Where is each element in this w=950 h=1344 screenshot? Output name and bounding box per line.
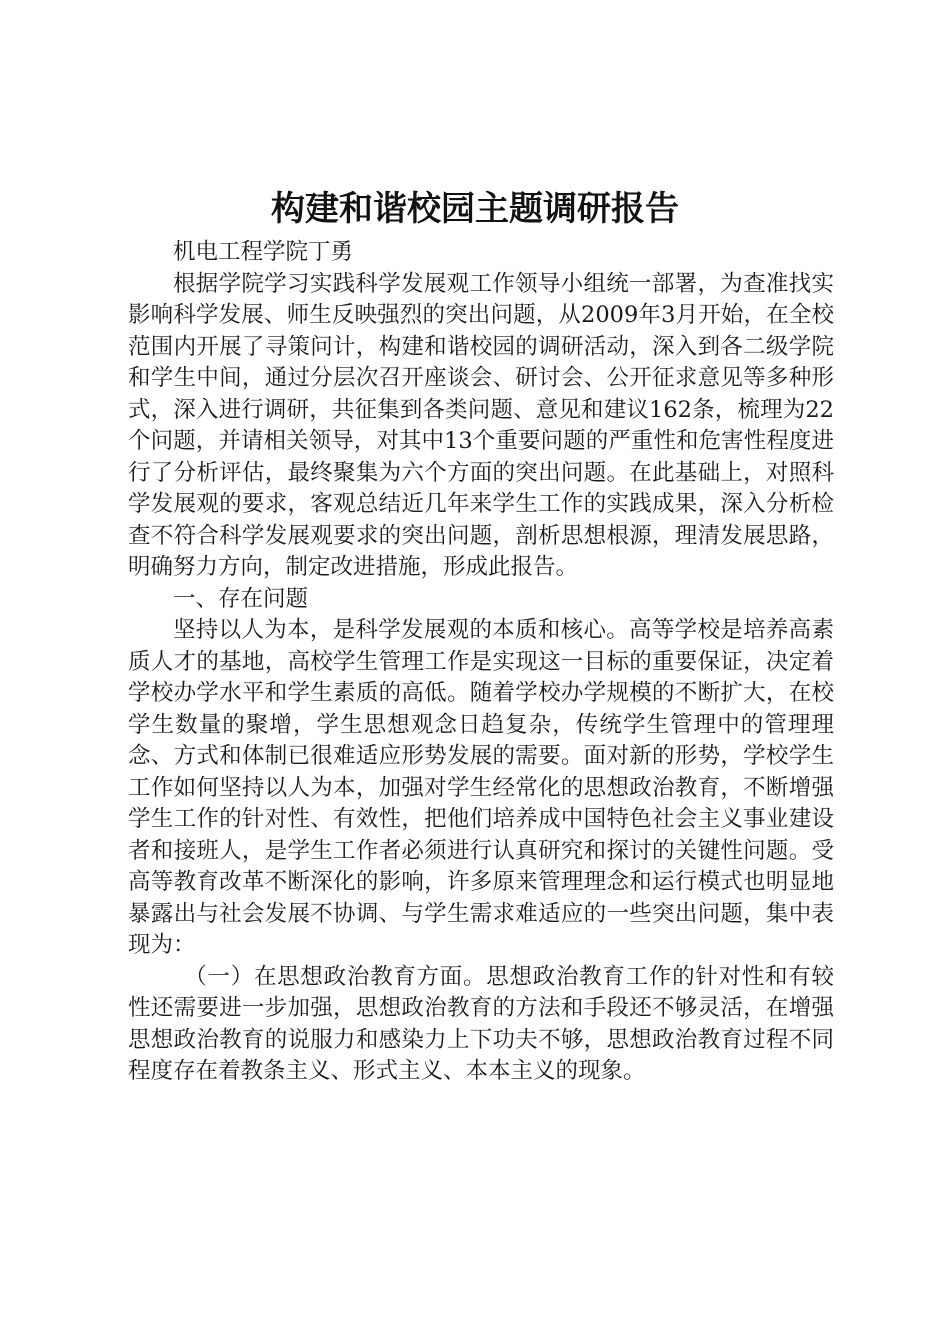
subsection-ideological-education: （一）在思想政治教育方面。思想政治教育工作的针对性和有较性还需要进一步加强，思想政治教育的方法和手段还不够灵活，在增强思想政治教育的说服力和感染力上下功夫不够，思想政治教育过程不同程度存在着教条主义、形式主义、本本主义的现象。 — [128, 963, 834, 1084]
problems-paragraph: 坚持以人为本，是科学发展观的本质和核心。高等学校是培养高素质人才的基地，高校学生管理工作是实现这一目标的重要保证，决定着学校办学水平和学生素质的高低。随着学校办学规模的不断扩大，在校学生数量的聚增，学生思想观念日趋复杂，传统学生管理中的管理理念、方式和体制已很难适应形势发展的需要。面对新的形势，学校学生工作如何坚持以人为本，加强对学生经常化的思想政治教育，不断增强学生工作的针对性、有效性，把他们培养成中国特色社会主义事业建设者和接班人，是学生工作者必须进行认真研究和探讨的关键性问题。受高等教育改革不断深化的影响，许多原来管理理念和运行模式也明显地暴露出与社会发展不协调、与学生需求难适应的一些突出问题，集中表现为： — [128, 617, 834, 958]
document-title: 构建和谐校园主题调研报告 — [271, 189, 679, 229]
author-line: 机电工程学院丁勇 — [173, 239, 354, 265]
document-body — [128, 237, 834, 1088]
intro-paragraph: 根据学院学习实践科学发展观工作领导小组统一部署，为查准找实影响科学发展、师生反映强烈的突出问题，从2009年3月开始，在全校范围内开展了寻策问计，构建和谐校园的调研活动，深入到各二级学院和学生中间，通过分层次召开座谈会、研讨会、公开征求意见等多种形式，深入进行调研，共征集到各类问题、意见和建议162条，梳理为22个问题，并请相关领导，对其中13个重要问题的严重性和危害性程度进行了分析评估，最终聚集为六个方面的突出问题。在此基础上，对照科学发展观的要求，客观总结近几年来学生工作的实践成果，深入分析检查不符合科学发展观要求的突出问题，剖析思想根源，理清发展思路，明确努力方向，制定改进措施，形成此报告。 — [128, 270, 834, 580]
section-heading-problems: 一、存在问题 — [173, 585, 309, 612]
